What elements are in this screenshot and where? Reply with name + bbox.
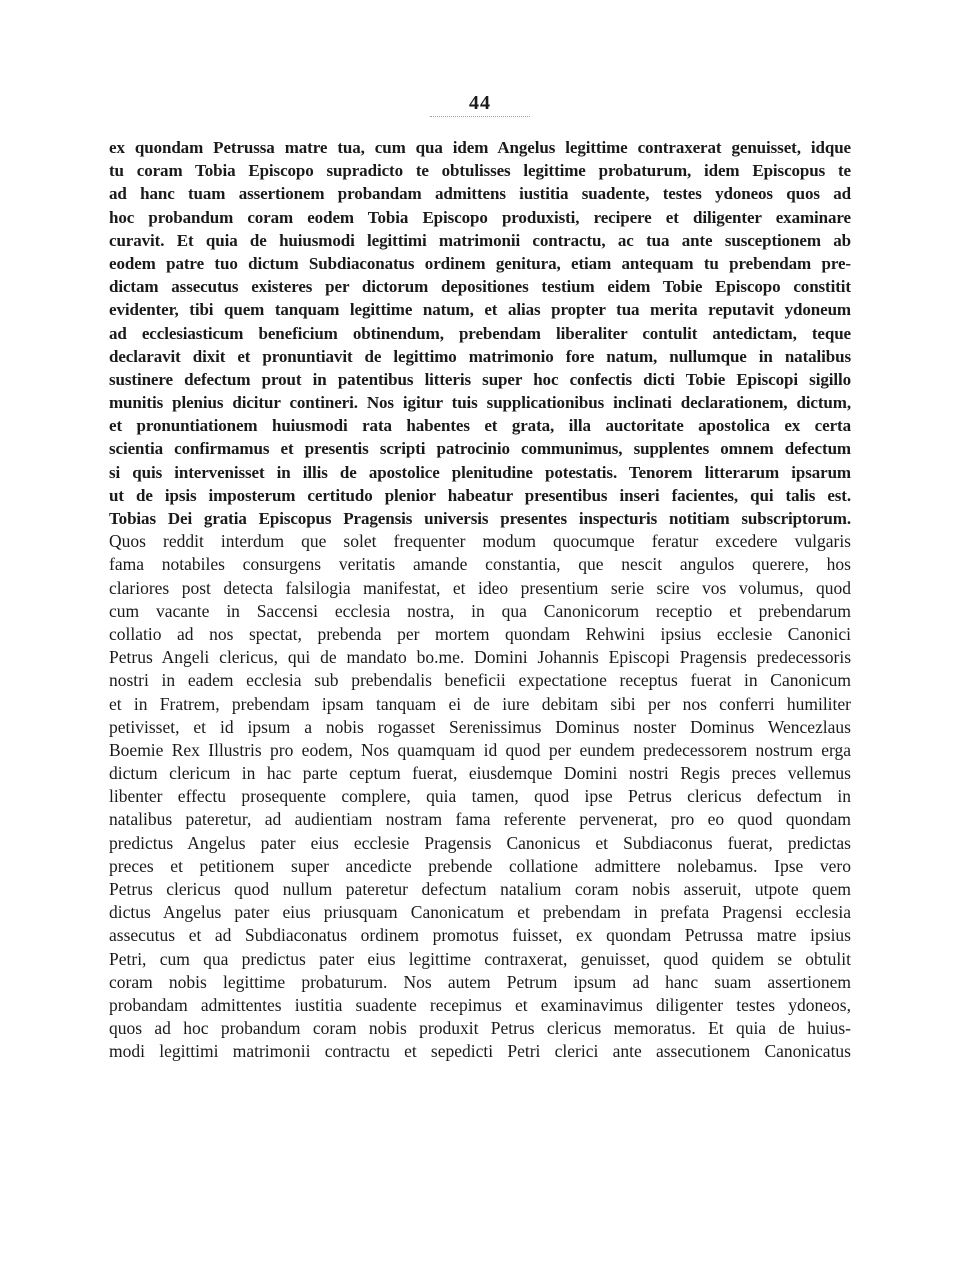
text-line: tu coram Tobia Episcopo supradicto te obtulisses legittime probaturum, idem Episcopus te <box>109 161 851 181</box>
text-line: dictam assecutus existeres per dictorum depositiones testium eidem Tobie Episcopo constitit <box>109 277 851 297</box>
text-line: collatio ad nos spectat, prebenda per mortem quondam Rehwini ipsius ecclesie Canonici <box>109 623 851 644</box>
text-line: Tobias Dei gratia Episcopus Pragensis universis presentes inspecturis notitiam subscriptorum. <box>109 509 851 528</box>
text-line: ad hanc tuam assertionem probandam admittens iustitia suadente, testes ydoneos quos ad <box>109 184 851 204</box>
page-number-rule <box>430 116 530 117</box>
text-line: coram nobis legittime probaturum. Nos autem Petrum ipsum ad hanc suam assertionem <box>109 971 851 992</box>
text-line: clariores post detecta falsilogia manifestat, et ideo presentium serie scire vos volumus, quod <box>109 577 851 598</box>
text-line: cum vacante in Saccensi ecclesia nostra, in qua Canonicorum receptio et prebendarum <box>109 600 851 621</box>
text-line: si quis intervenisset in illis de apostolice plenitudine potestatis. Tenorem litterarum ipsarum <box>109 462 851 482</box>
text-line: quos ad hoc probandum coram nobis produxit Petrus clericus memoratus. Et quia de huius- <box>109 1018 851 1039</box>
text-line: Petrus Angeli clericus, qui de mandato bo.me. Domini Johannis Episcopi Pragensis predecessoris <box>109 647 851 668</box>
text-line: dictus Angelus pater eius priusquam Canonicatum et prebendam in prefata Pragensi ecclesia <box>109 902 851 923</box>
text-line: scientia confirmamus et presentis scripti patrocinio communimus, supplentes omnem defectum <box>109 439 851 459</box>
text-line: eodem patre tuo dictum Subdiaconatus ordinem genitura, etiam antequam tu prebendam pre- <box>109 253 851 273</box>
text-line: probandam admittentes iustitia suadente recepimus et examinavimus diligenter testes ydoneos, <box>109 994 851 1015</box>
text-line: Petrus clericus quod nullum pateretur defectum natalium coram nobis asseruit, utpote quem <box>109 879 851 899</box>
text-line: evidenter, tibi quem tanquam legittime natum, et alias propter tua merita reputavit ydoneum <box>109 300 851 320</box>
text-line: ad ecclesiasticum beneficium obtinendum, prebendam liberaliter contulit antedictam, teque <box>109 323 851 343</box>
text-line: et in Fratrem, prebendam ipsam tanquam ei de iure debitam sibi per nos conferri humiliter <box>109 693 851 714</box>
text-line: ut de ipsis imposterum certitudo plenior habeatur presentibus inseri facientes, qui talis est. <box>109 485 851 505</box>
text-line: Boemie Rex Illustris pro eodem, Nos quamquam id quod per eundem predecessorem nostrum erga <box>109 739 851 760</box>
text-line: assecutus et ad Subdiaconatus ordinem promotus fuisset, ex quondam Petrussa matre ipsius <box>109 925 851 946</box>
text-line: hoc probandum coram eodem Tobia Episcopo produxisti, recipere et diligenter examinare <box>109 207 851 227</box>
text-line: dictum clericum in hac parte ceptum fuerat, eiusdemque Domini nostri Regis preces vellemus <box>109 763 851 784</box>
text-line: predictus Angelus pater eius ecclesie Pragensis Canonicus et Subdiaconus fuerat, predictas <box>109 832 851 853</box>
text-line: curavit. Et quia de huiusmodi legittimi matrimonii contractu, ac tua ante susceptionem ab <box>109 230 851 250</box>
text-line: preces et petitionem super ancedicte prebende collatione admittere nolebamus. Ipse vero <box>109 855 851 876</box>
text-line: munitis plenius dicitur contineri. Nos igitur tuis supplicationibus inclinati declarationem, dictum, <box>109 393 851 413</box>
page-number: 44 <box>469 92 491 114</box>
text-line: et pronuntiationem huiusmodi rata habentes et grata, illa auctoritate apostolica ex certa <box>109 416 851 436</box>
text-line: Quos reddit interdum que solet frequenter modum quocumque feratur excedere vulgaris <box>109 531 851 552</box>
text-line: fama notabiles consurgens veritatis amande constantia, que nescit angulos querere, hos <box>109 554 851 575</box>
text-line: Petri, cum qua predictus pater eius legittime contraxerat, genuisset, quod quidem se obtulit <box>109 948 851 969</box>
text-line: petivisset, et id ipsum a nobis rogasset Serenissimus Dominus noster Dominus Wencezlaus <box>109 716 851 737</box>
text-line: sustinere defectum prout in patentibus litteris super hoc confectis dicti Tobie Episcopi sigillo <box>109 369 851 389</box>
text-line: modi legittimi matrimonii contractu et sepedicti Petri clerici ante assecutionem Canonicatus <box>109 1041 851 1062</box>
text-line: natalibus pateretur, ad audientiam nostram fama referente pervenerat, pro eo quod quondam <box>109 809 851 830</box>
body-text <box>109 136 851 1064</box>
text-line: declaravit dixit et pronuntiavit de legittimo matrimonio fore natum, nullumque in natalibus <box>109 346 851 366</box>
text-line: libenter effectu prosequente complere, quia tamen, quod ipse Petrus clericus defectum in <box>109 786 851 807</box>
text-line: ex quondam Petrussa matre tua, cum qua idem Angelus legittime contraxerat genuisset, idque <box>109 138 851 157</box>
text-line: nostri in eadem ecclesia sub prebendalis beneficii expectatione receptus fuerat in Canonicum <box>109 670 851 691</box>
